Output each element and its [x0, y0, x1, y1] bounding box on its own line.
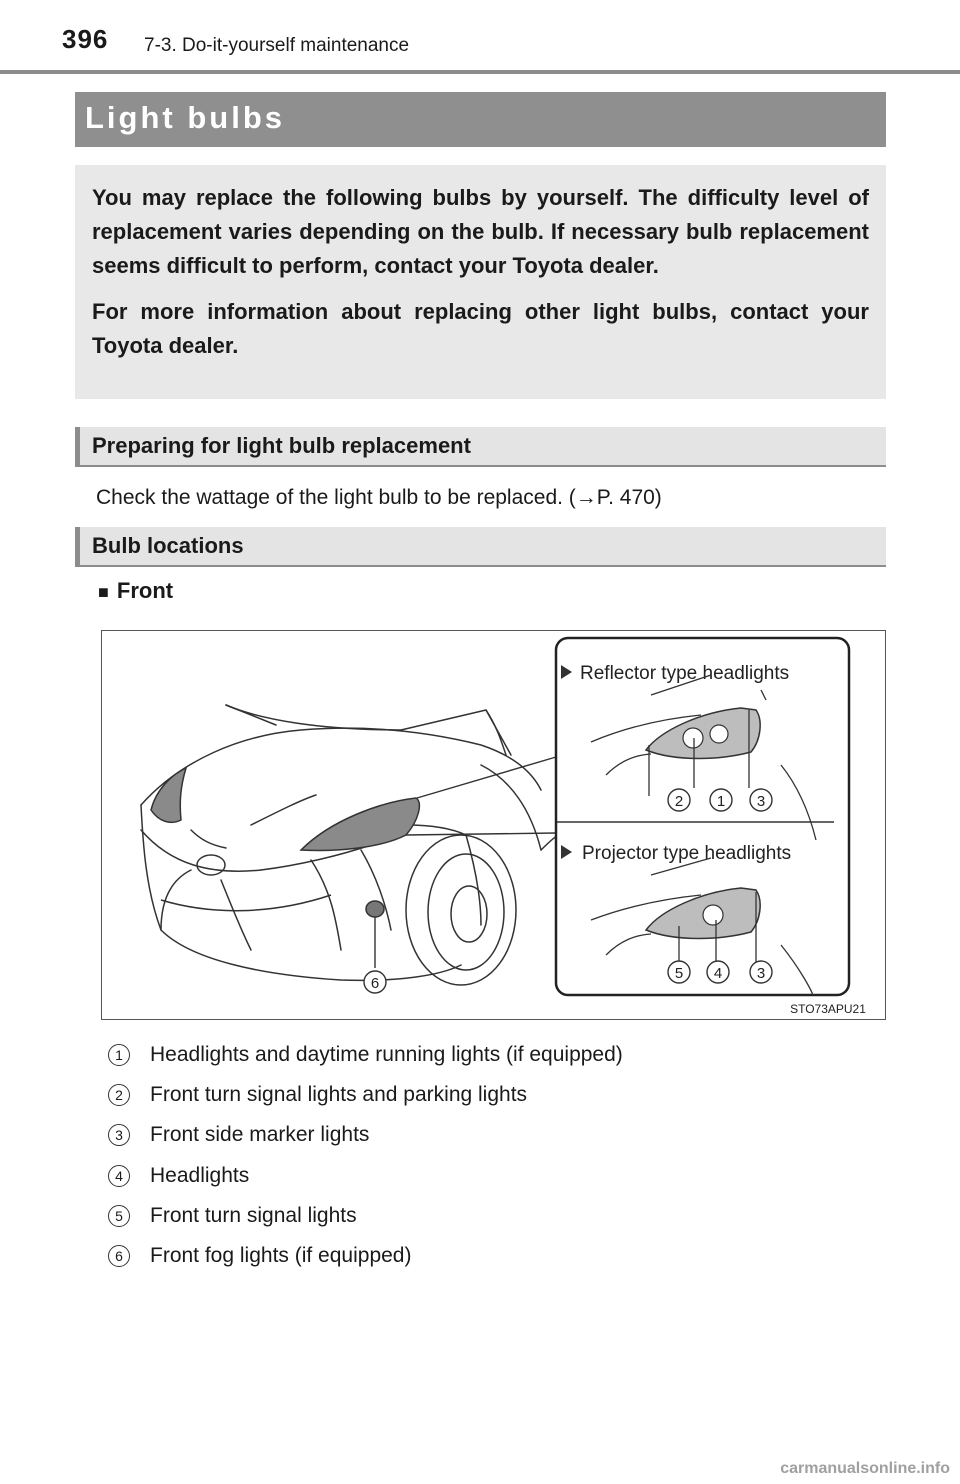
callout-3: 3 [756, 793, 766, 810]
title-bar [75, 92, 886, 147]
preparing-text: Check the wattage of the light bulb to be replaced. (→P. 470) [96, 486, 662, 509]
legend-number: 4 [108, 1165, 130, 1187]
projector-label: Projector type headlights [582, 843, 792, 864]
callout-5: 5 [674, 965, 684, 982]
preparing-heading [75, 427, 886, 467]
front-label [98, 578, 173, 604]
legend-text: Front fog lights (if equipped) [150, 1243, 412, 1267]
page-title: Light bulbs [85, 100, 286, 135]
legend-text: Headlights [150, 1163, 250, 1187]
legend-text: Headlights and daytime running lights (if equipped) [150, 1043, 623, 1066]
reflector-callouts [668, 789, 772, 811]
watermark: carmanualsonline.info [780, 1460, 950, 1477]
callout-3b: 3 [756, 965, 766, 982]
square-bullet-icon: ■ [98, 582, 109, 602]
callout-4: 4 [713, 965, 723, 982]
legend-number: 1 [108, 1044, 130, 1066]
legend-number: 6 [108, 1245, 130, 1267]
preparing-heading-text: Preparing for light bulb replacement [92, 433, 471, 458]
callout-6: 6 [370, 975, 380, 992]
legend-text: Front turn signal lights [150, 1203, 357, 1227]
fog-light-shape [366, 901, 384, 917]
legend-text: Front turn signal lights and parking lights [150, 1083, 528, 1107]
legend-number: 3 [108, 1124, 130, 1146]
inset-box [556, 638, 849, 995]
reflector-label: Reflector type headlights [580, 663, 790, 684]
figure-code: STO73APU21 [790, 1002, 866, 1016]
front-label-text: Front [116, 578, 174, 603]
page-number: 396 [62, 24, 109, 54]
legend-number: 5 [108, 1205, 130, 1227]
intro-paragraph-2: For more information about replacing other light bulbs, contact your Toyota dealer. [92, 299, 869, 358]
locations-heading [75, 527, 886, 567]
bulb-location-figure [101, 630, 886, 1020]
locations-heading-text: Bulb locations [92, 533, 244, 558]
callout-1: 1 [716, 793, 726, 810]
projector-callouts [668, 961, 772, 983]
intro-box [75, 165, 886, 399]
legend-text: Front side marker lights [150, 1123, 370, 1147]
header-rule [0, 70, 960, 74]
callout-2: 2 [674, 793, 684, 810]
intro-paragraph-1: You may replace the following bulbs by yourself. The difficulty level of replacement varies depending on the bulb. If necessary bulb replacement seems difficult to perform, contact your Toyota dealer. [92, 185, 869, 278]
section-path: 7-3. Do-it-yourself maintenance [144, 35, 410, 56]
legend-number: 2 [108, 1084, 130, 1106]
